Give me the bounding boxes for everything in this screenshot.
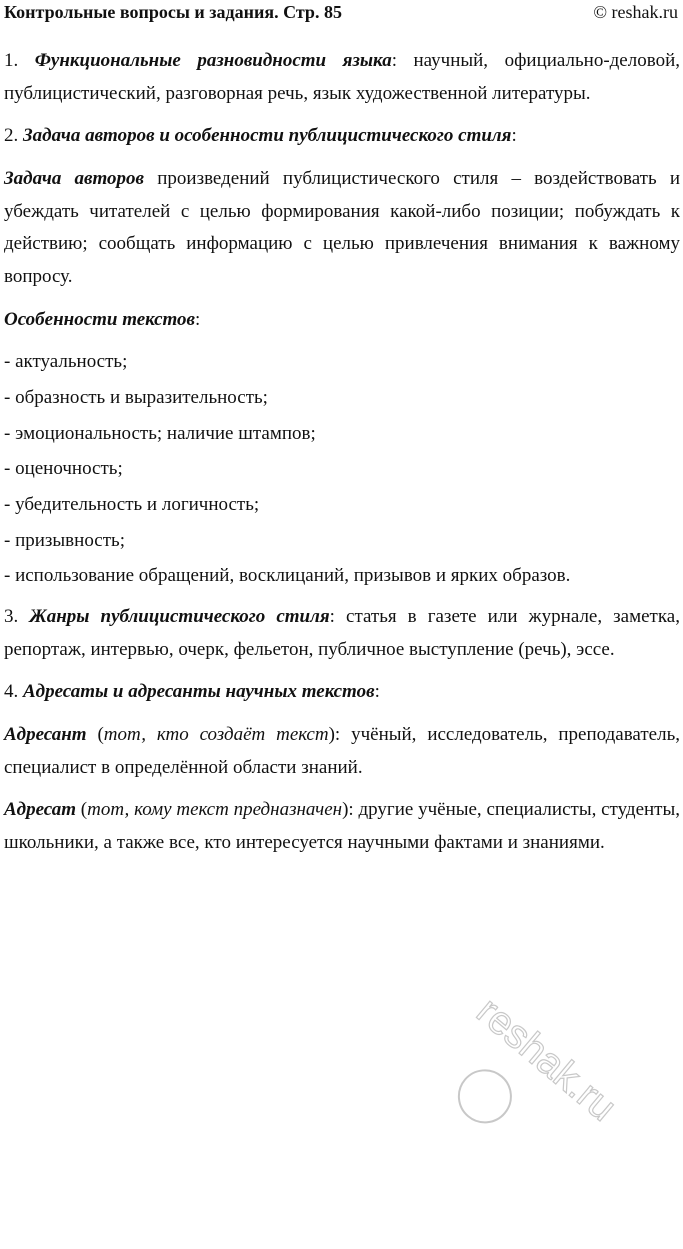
answer-3 — [4, 601, 680, 666]
answer-4-heading — [4, 676, 680, 709]
sender-term: Адресант — [4, 724, 87, 746]
sender-definition — [4, 719, 680, 784]
page-header — [0, 0, 683, 26]
list-item: - призывность; — [4, 529, 125, 551]
answer-3-text: : статья в газете или журнале, заметка, репортаж, интервью, очерк, фельетон, публичное выступление (речь), эссе. — [4, 606, 680, 660]
recipient-paren: ( — [76, 799, 88, 821]
answer-2-number: 2. — [4, 125, 23, 147]
copyright-circle-icon — [448, 1060, 521, 1133]
features-term: Особенности текстов — [4, 308, 196, 330]
features-colon: : — [195, 308, 201, 330]
answer-2-colon: : — [511, 125, 517, 147]
list-item: - эмоциональность; наличие штампов; — [4, 422, 316, 444]
list-item: - актуальность; — [4, 351, 128, 373]
answer-1-number: 1. — [4, 50, 35, 71]
sender-note: тот, кто создаёт текст — [103, 724, 329, 746]
answer-2-heading — [4, 120, 680, 153]
answer-1-text: : научный, официально-деловой, публицистический, разговорная речь, язык художественной литературы. — [4, 50, 680, 104]
page-title: Контрольные вопросы и задания. Стр. 85 — [4, 2, 342, 22]
list-item: - убедительность и логичность; — [4, 494, 260, 516]
features-heading — [4, 304, 680, 337]
watermark-logo — [397, 985, 668, 1249]
answer-2-title: Задача авторов и особенности публицистического стиля — [23, 125, 512, 147]
answer-2-task — [4, 163, 680, 294]
answer-1 — [4, 45, 680, 110]
answer-4-title: Адресаты и адресанты научных текстов — [23, 681, 375, 703]
sender-text: ): учёный, исследователь, преподаватель, специалист в определённой области знаний. — [4, 724, 680, 778]
answers-body — [4, 45, 680, 870]
features-list — [4, 346, 680, 593]
list-item: - оценочность; — [4, 458, 123, 480]
answer-3-number: 3. — [4, 606, 30, 628]
sender-paren: ( — [86, 724, 104, 746]
task-text: произведений публицистического стиля – воздействовать и убеждать читателей с целью формирования какой-либо позиции; побуждать к действию; сообщать информацию с целью привлечения внимания к важному вопросу. — [4, 168, 680, 288]
answer-4-number: 4. — [4, 681, 23, 703]
task-term: Задача авторов — [4, 168, 145, 190]
answer-1-term: Функциональные разновидности языка — [34, 50, 392, 71]
list-item: - образность и выразительность; — [4, 387, 268, 409]
recipient-text: ): другие учёные, специалисты, студенты, школьники, а также все, кто интересуется научными фактами и знаниями. — [4, 799, 680, 854]
answer-3-term: Жанры публицистического стиля — [29, 606, 330, 628]
site-credit[interactable]: © reshak.ru — [593, 2, 678, 22]
answer-4-colon: : — [374, 681, 380, 703]
recipient-definition — [4, 794, 680, 859]
list-item: - использование обращений, восклицаний, призывов и ярких образов. — [4, 565, 571, 587]
recipient-term: Адресат — [4, 799, 77, 821]
watermark-text: reshak.ru — [468, 988, 625, 1130]
recipient-note: тот, кому текст предназначен — [87, 799, 343, 821]
